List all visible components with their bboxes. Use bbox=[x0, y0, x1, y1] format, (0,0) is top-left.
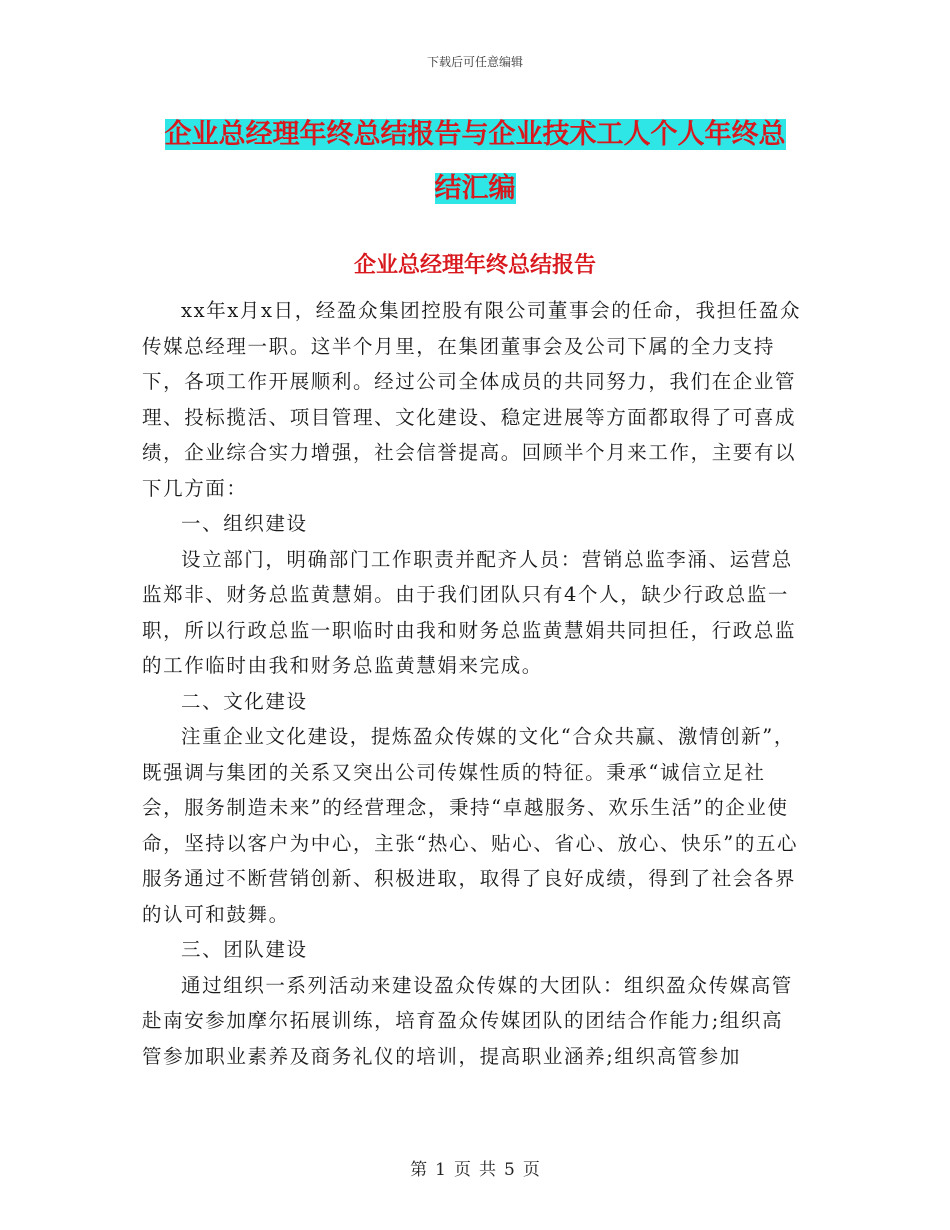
section-title: 企业总经理年终总结报告 bbox=[353, 252, 596, 278]
document-title bbox=[150, 108, 800, 216]
paragraph-organization: 设立部门，明确部门工作职责并配齐人员：营销总监李涌、运营总监郑非、财务总监黄慧娟。由于我们团队只有4个人，缺少行政总监一职，所以行政总监一职临时由我和财务总监黄慧娟共同担任，行政总监的工作临时由我和财务总监黄慧娟来完成。 bbox=[142, 547, 797, 677]
document-title-line-2: 结汇编 bbox=[434, 173, 516, 204]
footer-total-label: 共 bbox=[479, 1160, 496, 1180]
page-footer bbox=[0, 1155, 950, 1180]
paragraph-intro: xx年x月x日，经盈众集团控股有限公司董事会的任命，我担任盈众传媒总经理一职。这半个月里，在集团董事会及公司下属的全力支持下，各项工作开展顺利。经过公司全体成员的共同努力，我们在企业管理、投标揽活、项目管理、文化建设、稳定进展等方面都取得了可喜成绩，企业综合实力增强，社会信誉提高。回顾半个月来工作，主要有以下几方面： bbox=[142, 299, 802, 500]
heading-culture: 二、文化建设 bbox=[181, 689, 308, 713]
document-title-line-1: 企业总经理年终总结报告与企业技术工人个人年终总 bbox=[164, 119, 786, 150]
paragraph-team: 通过组织一系列活动来建设盈众传媒的大团队：组织盈众传媒高管赴南安参加摩尔拓展训练，培育盈众传媒团队的团结合作能力;组织高管参加职业素养及商务礼仪的培训，提高职业涵养;组织高管参加 bbox=[142, 973, 793, 1068]
footer-total-suffix: 页 bbox=[522, 1160, 540, 1180]
body-text bbox=[142, 293, 802, 1074]
footer-total-pages: 5 bbox=[504, 1160, 515, 1180]
heading-team: 三、团队建设 bbox=[181, 938, 308, 961]
heading-organization: 一、组织建设 bbox=[181, 512, 308, 535]
footer-page-number: 1 bbox=[435, 1160, 446, 1180]
page-header-note: 下载后可任意编辑 bbox=[426, 55, 523, 69]
footer-page-suffix: 页 bbox=[454, 1160, 471, 1180]
paragraph-culture: 注重企业文化建设，提炼盈众传媒的文化“合众共赢、激情创新”，既强调与集团的关系又突出公司传媒性质的特征。秉承“诚信立足社会，服务制造未来”的经营理念，秉持“卓越服务、欢乐生活”的企业使命，坚持以客户为中心，主张“热心、贴心、省心、放心、快乐”的五心服务通过不断营销创新、积极进取，取得了良好成绩，得到了社会各界的认可和鼓舞。 bbox=[142, 725, 799, 926]
footer-page-label: 第 bbox=[410, 1160, 428, 1180]
